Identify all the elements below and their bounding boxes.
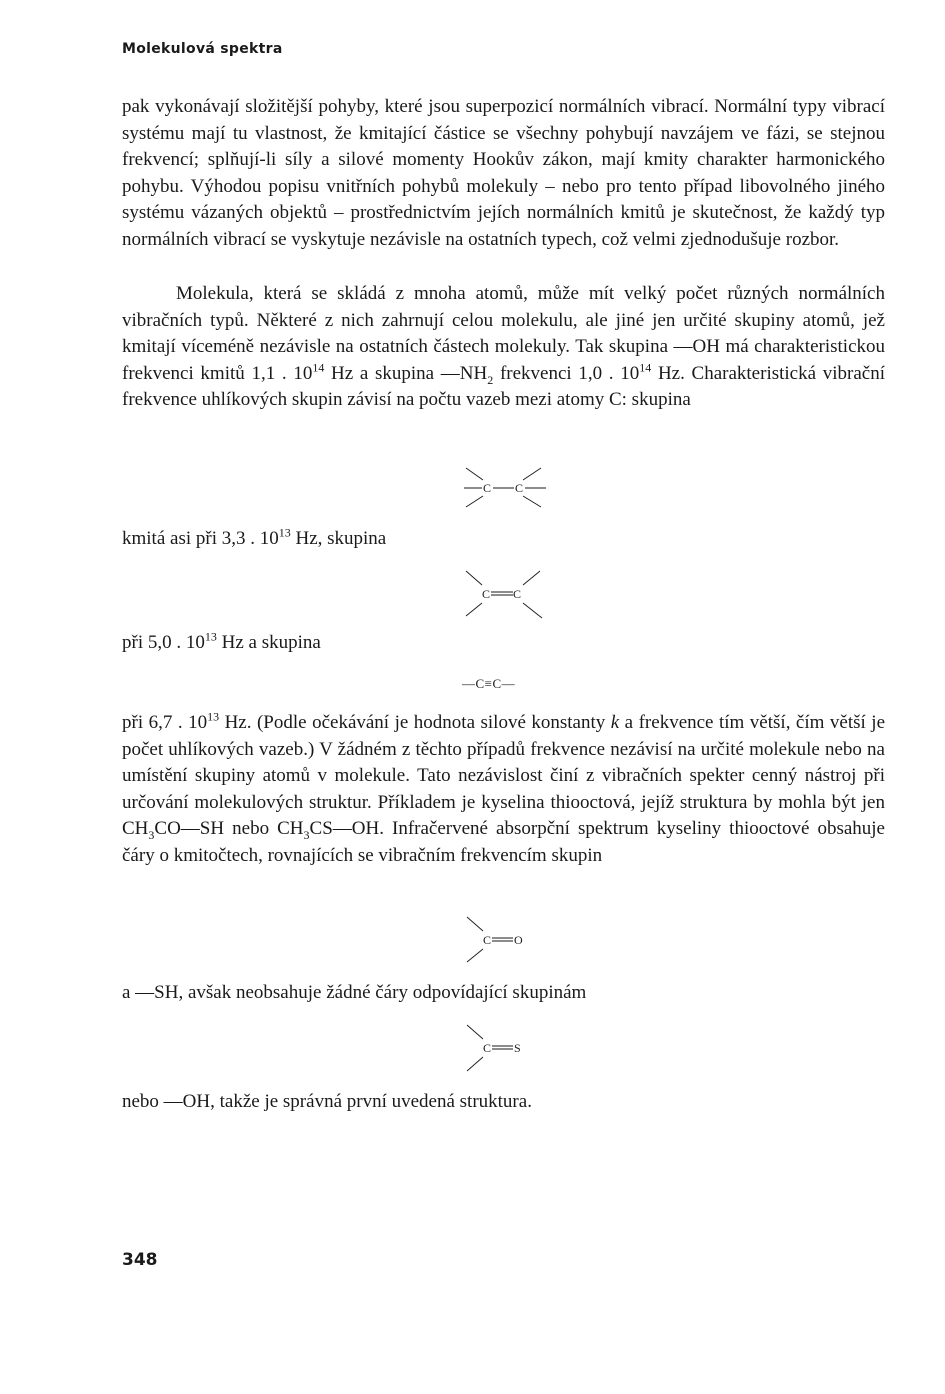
line-conclusion: nebo —OH, takže je správná první uvedená struktura.	[122, 1091, 532, 1112]
formula-double-bond-carbon-1: C	[482, 587, 491, 601]
formula-carbonyl-oxygen: O	[514, 933, 523, 947]
line-single-bond-frequency: kmitá asi při 3,3 . $10^{13}$ Hz, skupina	[122, 525, 387, 549]
page-number: 348	[122, 1250, 158, 1270]
formula-single-bond-carbon-2: C	[515, 481, 524, 495]
formula-thiocarbonyl	[463, 1021, 533, 1082]
formula-carbonyl	[463, 913, 533, 974]
formula-thiocarbonyl-carbon: C	[483, 1041, 492, 1055]
formula-double-bond-carbon-2: C	[513, 587, 522, 601]
running-header: Molekulová spektra	[122, 41, 283, 57]
formula-single-bond-carbon-1: C	[483, 481, 492, 495]
formula-double-bond	[462, 566, 552, 629]
line-sh-group: a —SH, avšak neobsahuje žádné čáry odpovídající skupinám	[122, 982, 587, 1003]
formula-single-bond	[462, 462, 552, 519]
paragraph-normal-vibrations: pak vykonávají složitější pohyby, které jsou superpozicí normálních vibrací. Normální typy vibrací systému mají tu vlastnost, že kmitající částice se všechny pohybují navzájem ve fázi, se stejnou frekvencí; splňují-li síly a silové momenty Hookův zákon, mají kmity charakter harmonického pohybu. Výhodou popisu vnitřních pohybů molekuly – nebo pro tento případ libovolného jiného systému vázaných objektů – prostřednictvím jejích normálních kmitů je skutečnost, že každý typ normálních vibrací se vyskytuje nezávisle na ostatních typech, což velmi zjednodušuje rozbor.	[122, 96, 885, 250]
formula-triple-bond: —C≡C—	[462, 676, 516, 691]
formula-carbonyl-carbon: C	[483, 933, 492, 947]
line-double-bond-frequency: při 5,0 . $10^{13}$ Hz a skupina	[122, 629, 321, 653]
paragraph-group-frequencies: Molekula, která se skládá z mnoha atomů, může mít velký počet různých normálních vibračních typů. Některé z nich zahrnují celou molekulu, ale jiné jen určité skupiny atomů, jež kmitají víceméně nezávisle na ostatních částech molekuly. Tak skupina —OH má charakteristickou frekvenci kmitů 1,1 . $10^{14}$ Hz a skupina $—NH_2$ frekvenci 1,0 . $10^{14}$ Hz. Charakteristická vibrační frekvence uhlíkových skupin závisí na počtu vazeb mezi atomy C: skupina	[122, 283, 885, 410]
formula-thiocarbonyl-sulfur: S	[514, 1041, 521, 1055]
paragraph-force-constant: při 6,7 . $10^{13}$ Hz. (Podle očekávání je hodnota silové konstanty k a frekvence tím větší, čím větší je počet uhlíkových vazeb.) V žádném z těchto případů frekvence nezávisí na určité molekule nebo na umístění skupiny atomů v molekule. Tato nezávislost činí z vibračních spekter cenný nástroj při určování molekulových struktur. Příkladem je kyselina thiooctová, jejíž struktura by mohla být jen $CH_3CO—SH$ nebo $CH_3CS—OH$. Infračervené absorpční spektrum kyseliny thiooctové obsahuje čáry o kmitočtech, rovnajících se vibračním frekvencím skupin	[122, 709, 886, 866]
